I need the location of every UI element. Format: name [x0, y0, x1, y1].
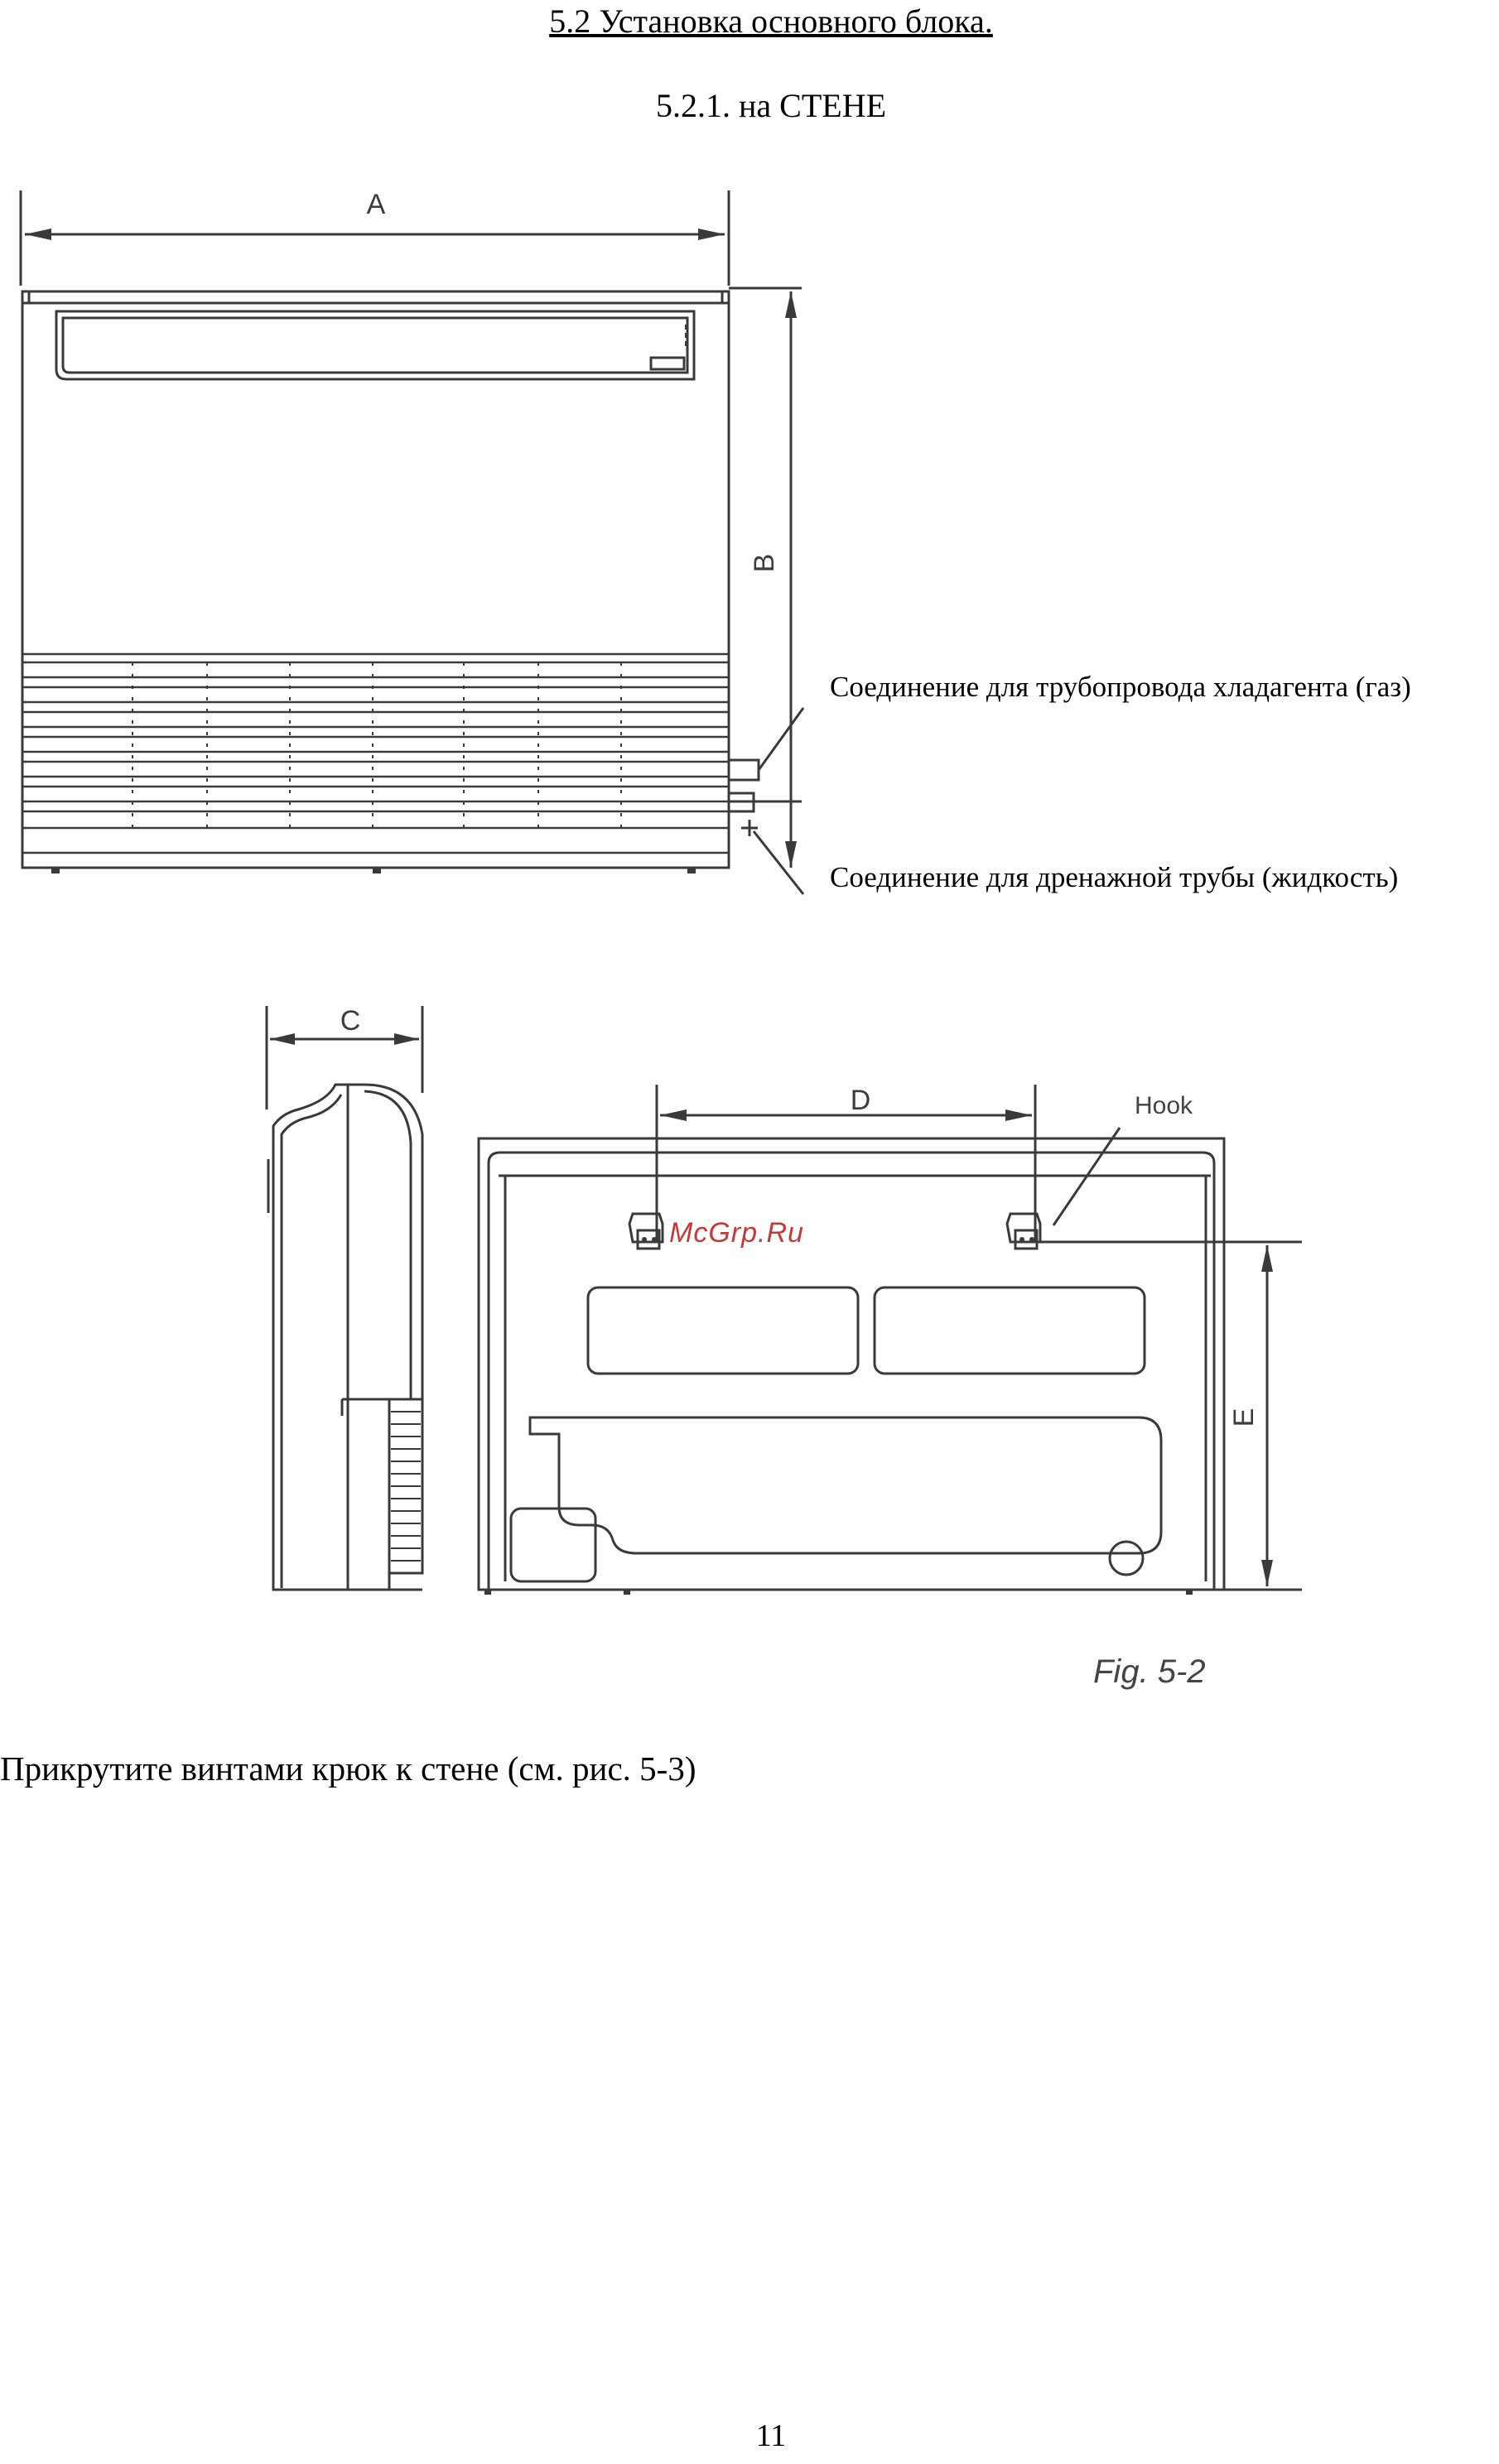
page-number: 11 [755, 2418, 787, 2453]
dimension-c-label: C [340, 1005, 361, 1037]
section-heading: 5.2 Установка основного блока. [549, 2, 993, 40]
hook-label: Hook [1135, 1092, 1193, 1119]
dimension-e-label: E [1228, 1408, 1260, 1427]
dimension-b-label: B [749, 553, 780, 573]
dimension-d-label: D [850, 1085, 871, 1116]
instruction-text: Прикрутите винтами крюк к стене (см. рис. 5-3) [0, 1749, 696, 1788]
subsection-heading: 5.2.1. на СТЕНЕ [655, 87, 887, 124]
figure-caption: Fig. 5-2 [1093, 1653, 1206, 1690]
gas-pipe-callout: Соединение для трубопровода хладагента (газ) [830, 671, 1411, 703]
rear-view-unit [479, 1085, 1302, 1595]
front-view-unit [21, 189, 803, 894]
dimension-a-label: A [366, 189, 386, 220]
watermark: McGrp.Ru [669, 1217, 804, 1249]
drain-pipe-callout: Соединение для дренажной трубы (жидкость) [830, 861, 1399, 893]
side-view-unit [267, 1005, 422, 1590]
